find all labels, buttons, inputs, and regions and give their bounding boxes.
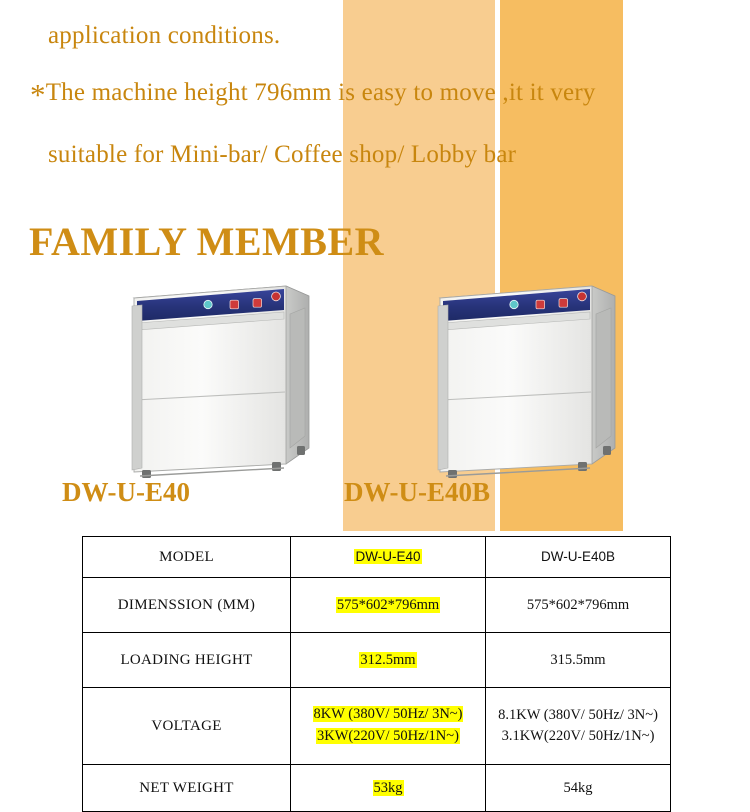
cell-value: 315.5mm: [550, 651, 606, 668]
voltage-b-line-2: 3.1KW(220V/ 50Hz/1N~): [501, 728, 655, 744]
table-row: [83, 537, 671, 578]
dishwasher-illustration: [104, 276, 319, 484]
product-caption-right: DW-U-E40B: [344, 477, 490, 507]
voltage-b-line-1: 8.1KW (380V/ 50Hz/ 3N~): [498, 706, 658, 723]
cell-loading-height-b: [486, 633, 671, 688]
voltage-a-line-2: 3KW(220V/ 50Hz/1N~): [317, 728, 459, 744]
cell-value: DW-U-E40B: [540, 548, 615, 564]
cell-value: 54kg: [563, 779, 593, 796]
intro-line-3: suitable for Mini-bar/ Coffee shop/ Lobby bar: [48, 141, 517, 168]
cell-value-highlighted: 312.5mm: [360, 651, 416, 668]
cell-value-highlighted: 53kg: [373, 779, 403, 796]
cell-dimension-a: [291, 578, 486, 633]
table-row: [83, 578, 671, 633]
cell-voltage-a: [291, 688, 486, 765]
cell-loading-height-a: [291, 633, 486, 688]
product-image-dw-u-e40b: [410, 276, 625, 484]
cell-value-highlighted: 575*602*796mm: [336, 596, 440, 613]
intro-line-1: application conditions.: [48, 22, 281, 49]
dishwasher-illustration: [410, 276, 625, 484]
specification-table: [82, 536, 671, 812]
row-label-model: MODEL: [83, 537, 291, 578]
family-member-heading: FAMILY MEMBER: [29, 219, 385, 264]
cell-voltage-b: [486, 688, 671, 765]
row-label-loading-height: LOADING HEIGHT: [83, 633, 291, 688]
row-label-voltage: VOLTAGE: [83, 688, 291, 765]
cell-dimension-b: [486, 578, 671, 633]
row-label-net-weight: NET WEIGHT: [83, 765, 291, 812]
intro-line-2: [30, 77, 596, 112]
row-label-dimension: DIMENSSION (MM): [83, 578, 291, 633]
product-caption-left: DW-U-E40: [62, 477, 190, 507]
table-row: [83, 765, 671, 812]
cell-model-b: [486, 537, 671, 578]
voltage-a-line-1: 8KW (380V/ 50Hz/ 3N~): [313, 706, 463, 723]
cell-value-highlighted: DW-U-E40: [355, 548, 421, 564]
table-row: [83, 688, 671, 765]
cell-net-weight-a: [291, 765, 486, 812]
cell-model-a: [291, 537, 486, 578]
asterisk-bullet-icon: *: [30, 77, 46, 112]
cell-value: 575*602*796mm: [526, 596, 630, 613]
intro-line-2-text: The machine height 796mm is easy to move ,it it very: [45, 79, 596, 106]
product-image-dw-u-e40: [104, 276, 319, 484]
cell-net-weight-b: [486, 765, 671, 812]
table-row: [83, 633, 671, 688]
